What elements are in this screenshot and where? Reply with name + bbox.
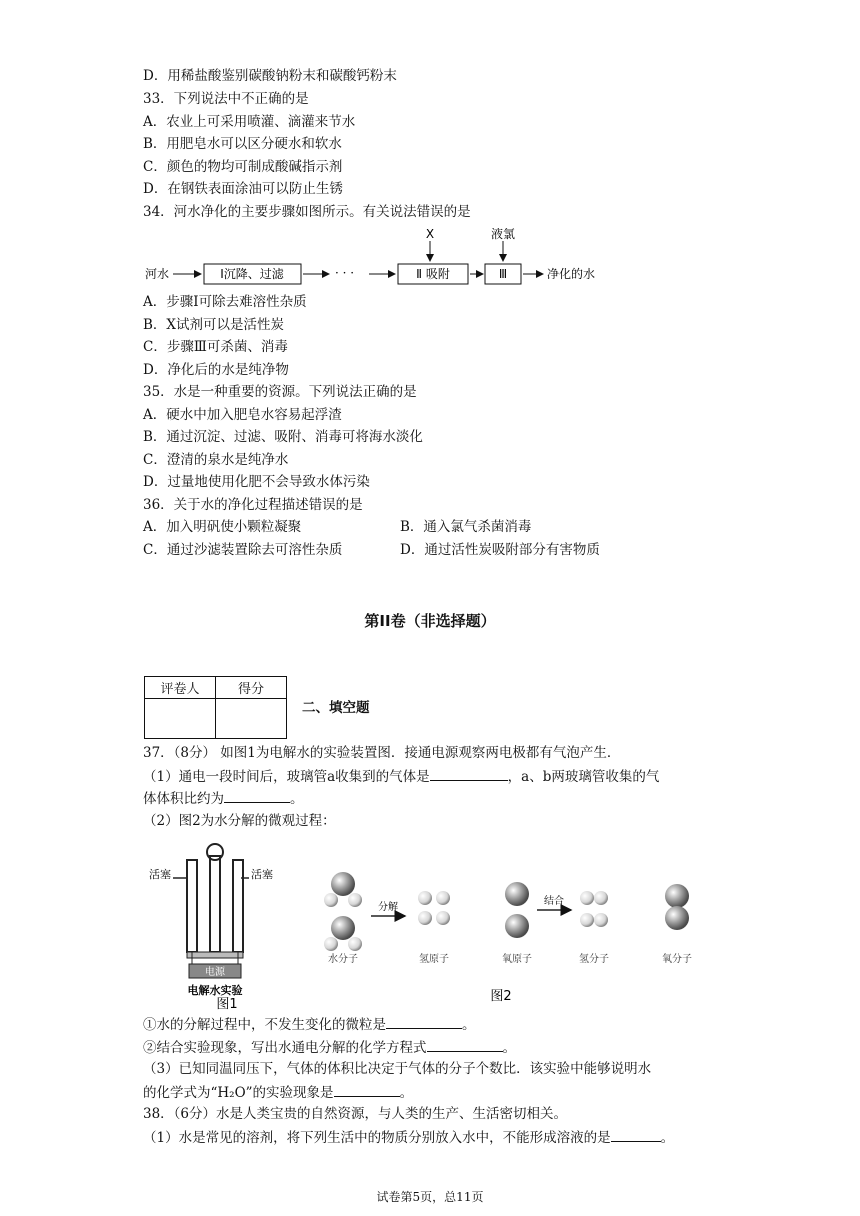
label-hydrogen-molecule: 氢分子 <box>579 954 609 965</box>
q33-option-c: C．颜色的物均可制成酸碱指示剂 <box>143 159 343 175</box>
q37-part1-line1 <box>143 766 659 787</box>
q35-option-a: A．硬水中加入肥皂水容易起浮渣 <box>143 407 342 423</box>
q37-sub1-end: 。 <box>462 1017 476 1033</box>
electrolysis-figures <box>143 838 713 1010</box>
q38-part1-end: 。 <box>660 1130 675 1146</box>
q38-part1-text: （1）水是常见的溶剂，将下列生活中的物质分别放入水中，不能形成溶液的是 <box>143 1130 611 1146</box>
flow-input-label: 河水 <box>145 267 170 281</box>
q37-sub2-end: 。 <box>502 1040 516 1056</box>
q37-part1-line2 <box>143 788 304 809</box>
reagent-chlorine-label: 液氯 <box>490 228 516 241</box>
power-label: 电源 <box>205 967 225 978</box>
label-oxygen-atom: 氧原子 <box>502 954 532 965</box>
q33-option-d: D．在钢铁表面涂油可以防止生锈 <box>143 181 343 197</box>
q34-option-a: A．步骤Ⅰ可除去难溶性杂质 <box>143 294 307 310</box>
q37-part1-text: 体体积比约为 <box>143 791 224 807</box>
q36-option-a: A．加入明矾使小颗粒凝聚 <box>143 519 302 535</box>
arrow-decompose-label: 分解 <box>378 902 398 913</box>
flow-step3-label: Ⅲ <box>498 267 508 281</box>
q34-stem: 34．河水净化的主要步骤如图所示。有关说法错误的是 <box>143 204 471 220</box>
reagent-x-label: X <box>425 228 435 241</box>
score-cell[interactable] <box>216 699 287 739</box>
answer-blank[interactable] <box>611 1127 661 1142</box>
page-footer: 试卷第5页，总11页 <box>376 1190 484 1204</box>
q33-stem: 33．下列说法中不正确的是 <box>143 91 309 107</box>
score-header: 得分 <box>216 677 287 699</box>
q37-part1-text: （1）通电一段时间后，玻璃管a收集到的气体是 <box>143 769 430 785</box>
section-heading: 二、填空题 <box>302 700 370 716</box>
water-purification-flow-diagram <box>143 228 613 292</box>
q35-option-d: D．过量地使用化肥不会导致水体污染 <box>143 474 370 490</box>
answer-blank[interactable] <box>334 1082 400 1097</box>
q36-stem: 36．关于水的净化过程描述错误的是 <box>143 497 363 513</box>
q34-option-b: B．X试剂可以是活性炭 <box>143 317 285 333</box>
valve-right-label: 活塞 <box>251 868 273 881</box>
q34-option-c: C．步骤Ⅲ可杀菌、消毒 <box>143 339 288 355</box>
q36-option-d: D．通过活性炭吸附部分有害物质 <box>400 542 600 558</box>
q38-stem: 38．（6分）水是人类宝贵的自然资源，与人类的生产、生活密切相关。 <box>143 1106 568 1122</box>
q34-option-d: D．净化后的水是纯净物 <box>143 362 289 378</box>
q37-part2: （2）图2为水分解的微观过程： <box>143 813 336 829</box>
flow-dots: · · · <box>335 266 355 280</box>
water-decomposition-micro-process <box>324 872 692 1004</box>
arrow-combine-label: 结合 <box>544 896 564 907</box>
flow-step1-label: Ⅰ沉降、过滤 <box>220 267 284 281</box>
q35-option-b: B．通过沉淀、过滤、吸附、消毒可将海水淡化 <box>143 429 423 445</box>
q35-option-c: C．澄清的泉水是纯净水 <box>143 452 289 468</box>
answer-blank[interactable] <box>430 766 508 781</box>
grader-cell[interactable] <box>145 699 216 739</box>
label-water-molecule: 水分子 <box>328 954 358 965</box>
grader-header: 评卷人 <box>145 677 216 699</box>
q37-sub2 <box>143 1037 516 1058</box>
q37-sub1-text: ①水的分解过程中，不发生变化的微粒是 <box>143 1017 386 1033</box>
q37-part3-line2 <box>143 1082 413 1103</box>
label-hydrogen-atom: 氢原子 <box>419 954 449 965</box>
q36-option-c: C．通过沙滤装置除去可溶性杂质 <box>143 542 343 558</box>
fig1-label: 图1 <box>216 997 238 1010</box>
q36-option-b: B．通入氯气杀菌消毒 <box>400 519 532 535</box>
q35-stem: 35．水是一种重要的资源。下列说法正确的是 <box>143 384 417 400</box>
flow-step2-label: Ⅱ 吸附 <box>416 267 450 281</box>
fig1-caption: 电解水实验 <box>187 984 243 997</box>
q37-part3-text: 的化学式为“H₂O”的实验现象是 <box>143 1085 334 1101</box>
q37-part1-end: 。 <box>290 791 304 807</box>
q32-option-d: D．用稀盐酸鉴别碳酸钠粉末和碳酸钙粉末 <box>143 68 397 84</box>
score-table <box>144 676 287 739</box>
section-title: 第II卷（非选择题） <box>364 612 496 630</box>
answer-blank[interactable] <box>224 788 290 803</box>
q37-sub2-text: ②结合实验现象，写出水通电分解的化学方程式 <box>143 1040 427 1056</box>
electrolysis-apparatus <box>149 844 273 1010</box>
q33-option-a: A．农业上可采用喷灌、滴灌来节水 <box>143 114 356 130</box>
q33-option-b: B．用肥皂水可以区分硬水和软水 <box>143 136 342 152</box>
answer-blank[interactable] <box>427 1037 503 1052</box>
q37-sub1 <box>143 1014 476 1035</box>
q37-part3-end: 。 <box>399 1085 414 1101</box>
q37-part1-text-cont: ，a、b两玻璃管收集的气 <box>507 769 660 785</box>
valve-left-label: 活塞 <box>149 868 171 881</box>
q37-part3-line1: （3）已知同温同压下，气体的体积比决定于气体的分子个数比．该实验中能够说明水 <box>143 1061 652 1077</box>
flow-output-label: 净化的水 <box>547 267 596 281</box>
label-oxygen-molecule: 氧分子 <box>662 954 692 965</box>
q38-part1 <box>143 1127 674 1148</box>
q37-stem: 37．（8分） 如图1为电解水的实验装置图．接通电源观察两电极都有气泡产生． <box>143 745 621 761</box>
answer-blank[interactable] <box>386 1014 462 1029</box>
fig2-label: 图2 <box>490 989 512 1004</box>
